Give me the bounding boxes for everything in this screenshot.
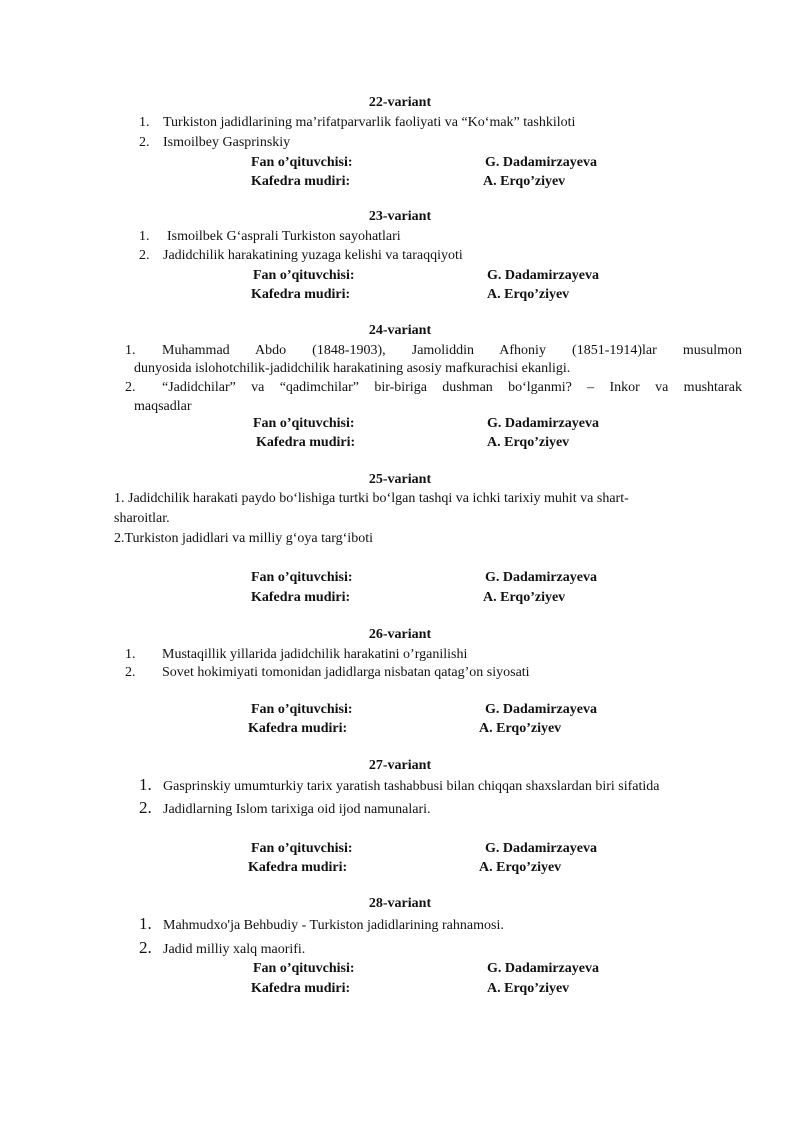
item-text: Mustaqillik yillarida jadidchilik harakatini o’rganilishi	[162, 647, 468, 662]
item-number: 2.	[139, 248, 150, 263]
item-number: 2.	[139, 798, 152, 817]
item-number: 1.	[139, 229, 150, 244]
head-name: A. Erqo’ziyev	[479, 721, 562, 736]
head-name: A. Erqo’ziyev	[487, 435, 570, 450]
item-number: 1.	[125, 343, 136, 358]
variant-24-title: 24-variant	[368, 323, 432, 338]
variant-23-title: 23-variant	[368, 209, 432, 224]
item-text: Ismoilbey Gasprinskiy	[163, 135, 291, 150]
teacher-label: Fan o’qituvchisi:	[251, 841, 353, 856]
teacher-label: Fan o’qituvchisi:	[253, 268, 355, 283]
item-text: Jadid milliy xalq maorifi.	[163, 942, 306, 957]
head-name: A. Erqo’ziyev	[487, 981, 570, 996]
teacher-name: G. Dadamirzayeva	[485, 155, 597, 170]
item-text: Ismoilbek G‘asprali Turkiston sayohatlari	[167, 229, 401, 244]
teacher-label: Fan o’qituvchisi:	[253, 416, 355, 431]
teacher-name: G. Dadamirzayeva	[485, 570, 597, 585]
item-number: 2.	[139, 938, 152, 957]
teacher-name: G. Dadamirzayeva	[485, 702, 597, 717]
item-text: Mahmudxo'ja Behbudiy - Turkiston jadidlarining rahnamosi.	[163, 918, 504, 933]
paragraph-line: sharoitlar.	[114, 511, 170, 526]
head-label: Kafedra mudiri:	[251, 287, 351, 302]
item-text: Jadidchilik harakatining yuzaga kelishi va taraqqiyoti	[163, 248, 463, 263]
item-text-continued: maqsadlar	[134, 399, 192, 414]
head-name: A. Erqo’ziyev	[487, 287, 570, 302]
item-number: 1.	[139, 115, 150, 130]
paragraph-line: 1. Jadidchilik harakati paydo bo‘lishiga turtki bo‘lgan tashqi va ichki tarixiy muhit va shart-	[114, 491, 629, 506]
item-number: 2.	[125, 665, 136, 680]
teacher-name: G. Dadamirzayeva	[487, 268, 599, 283]
item-text: Sovet hokimiyati tomonidan jadidlarga nisbatan qatag’on siyosati	[162, 665, 530, 680]
head-label: Kafedra mudiri:	[248, 860, 348, 875]
teacher-label: Fan o’qituvchisi:	[253, 961, 355, 976]
teacher-name: G. Dadamirzayeva	[487, 416, 599, 431]
head-label: Kafedra mudiri:	[251, 174, 351, 189]
item-number: 1.	[139, 914, 152, 933]
teacher-name: G. Dadamirzayeva	[485, 841, 597, 856]
variant-28-title: 28-variant	[368, 896, 432, 911]
item-text: “Jadidchilar” va “qadimchilar” bir-biriga dushman bo‘lganmi? – Inkor va mushtarak	[162, 380, 742, 395]
head-label: Kafedra mudiri:	[251, 590, 351, 605]
item-text: Turkiston jadidlarining ma’rifatparvarlik faoliyati va “Ko‘mak” tashkiloti	[163, 115, 576, 130]
head-label: Kafedra mudiri:	[256, 435, 356, 450]
variant-26-title: 26-variant	[368, 627, 432, 642]
variant-25-title: 25-variant	[368, 472, 432, 487]
head-label: Kafedra mudiri:	[251, 981, 351, 996]
teacher-label: Fan o’qituvchisi:	[251, 702, 353, 717]
item-text: Muhammad Abdo (1848-1903), Jamoliddin Afhoniy (1851-1914)lar musulmon	[162, 343, 742, 358]
teacher-label: Fan o’qituvchisi:	[251, 155, 353, 170]
variant-22-title: 22-variant	[368, 95, 432, 110]
teacher-label: Fan o’qituvchisi:	[251, 570, 353, 585]
item-text-continued: dunyosida islohotchilik-jadidchilik harakatining asosiy mafkurachisi ekanligi.	[134, 361, 571, 376]
item-number: 2.	[125, 380, 136, 395]
item-number: 2.	[139, 135, 150, 150]
paragraph-line: 2.Turkiston jadidlari va milliy g‘oya targ‘iboti	[114, 531, 373, 546]
item-text: Jadidlarning Islom tarixiga oid ijod namunalari.	[163, 802, 431, 817]
head-name: A. Erqo’ziyev	[483, 590, 566, 605]
item-number: 1.	[139, 775, 152, 794]
item-number: 1.	[125, 647, 136, 662]
item-text: Gasprinskiy umumturkiy tarix yaratish tashabbusi bilan chiqqan shaxslardan biri sifatida	[163, 779, 660, 794]
variant-27-title: 27-variant	[368, 758, 432, 773]
head-name: A. Erqo’ziyev	[483, 174, 566, 189]
teacher-name: G. Dadamirzayeva	[487, 961, 599, 976]
head-name: A. Erqo’ziyev	[479, 860, 562, 875]
head-label: Kafedra mudiri:	[248, 721, 348, 736]
